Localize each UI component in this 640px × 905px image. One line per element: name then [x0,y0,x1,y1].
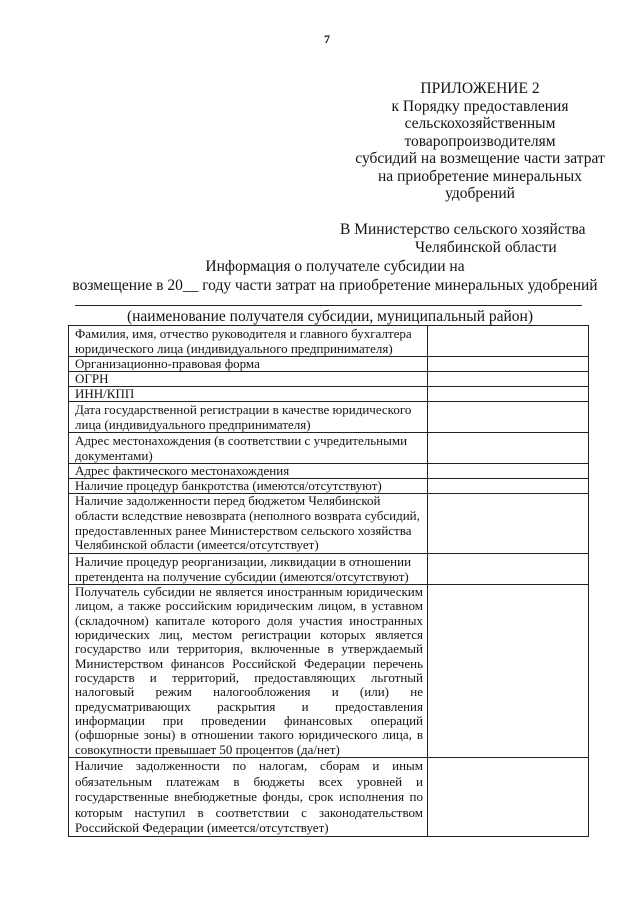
field-label-cell [69,585,428,758]
field-label-line: которым наступил в соответствии с законодательством [75,804,423,820]
field-value-cell [428,494,589,554]
table-row [69,758,589,837]
field-label-line: государственные внебюджетные фонды, срок исполнения по [75,789,423,805]
field-label-line: документами) [75,448,153,463]
field-label-line: Получатель субсидии не является иностранным юридическим [75,584,423,599]
table-row [69,357,589,372]
recipient-info-table-body [69,326,589,837]
table-row [69,585,589,758]
field-label-line: Министерством финансов Российской Федерации перечень [75,655,423,671]
field-label-cell [69,372,428,387]
field-label-line: Дата государственной регистрации в качестве юридического [75,402,412,417]
field-label-line: области вследствие невозврата (неполного возврата субсидий, [75,507,420,523]
field-label-cell [69,494,428,554]
field-label-line: Наличие задолженности по налогам, сборам и иным [75,758,423,773]
table-row [69,387,589,402]
appendix-line: на приобретение минеральных [378,167,582,185]
field-value-cell [428,479,589,494]
appendix-line: удобрений [445,185,515,202]
field-label-line: юридических лиц, местом регистрации которых является [75,626,423,642]
recipient-name-underline [75,305,582,306]
field-label-cell [69,433,428,464]
field-value-cell [428,387,589,402]
field-label-line: ОГРН [75,371,109,386]
field-label-cell [69,554,428,585]
field-label-line: ИНН/КПП [75,386,135,401]
table-row [69,372,589,387]
field-value-cell [428,433,589,464]
recipient-caption: (наименование получателя субсидии, муниципальный район) [126,308,534,325]
field-label-line: Адрес местонахождения (в соответствии с учредительными [75,433,408,448]
table-row [69,433,589,464]
field-label-line: государство или территория, включенные в утверждаемый [75,641,423,657]
table-row [69,554,589,585]
page-number: 7 [324,32,330,46]
recipient-info-table [68,325,589,837]
addressee-line: В Министерство сельского хозяйства [340,221,586,238]
appendix-line: товаропроизводителям [404,132,556,150]
field-label-line: Российской Федерации (имеется/отсутствует) [75,820,329,836]
field-value-cell [428,402,589,433]
field-label-line: обязательным платежам в бюджеты всех уровней и [75,773,423,789]
appendix-header [354,80,606,203]
field-label-line: информации при проведении финансовых операций [75,712,423,728]
field-value-cell [428,554,589,585]
table-row [69,464,589,479]
field-label-line: претендента на получение субсидии (имеются/отсутствуют) [75,569,409,584]
appendix-title: ПРИЛОЖЕНИЕ 2 [420,80,540,97]
field-value-cell [428,585,589,758]
field-label-cell [69,357,428,372]
field-label-line: предусматривающих раскрытия и предоставления [75,698,423,714]
field-label-cell [69,387,428,402]
table-row [69,326,589,357]
heading-line: Информация о получателе субсидии на [205,258,465,275]
field-label-cell [69,402,428,433]
appendix-line: сельскохозяйственным [404,115,556,132]
field-label-line: Наличие процедур реорганизации, ликвидации в отношении [75,554,412,569]
field-label-line: Наличие процедур банкротства (имеются/отсутствуют) [75,478,382,493]
field-label-line: лицом, а также российским юридическим лицом, в уставном [75,598,423,614]
table-row [69,494,589,554]
table-row [69,479,589,494]
field-label-line: совокупности превышает 50 процентов (да/нет) [75,741,340,757]
addressee-line: Челябинской области [415,239,557,256]
field-label-line: Наличие задолженности перед бюджетом Челябинской [75,493,381,508]
field-label-line: предоставленных ранее Министерством сельского хозяйства [75,522,412,538]
field-value-cell [428,372,589,387]
field-label-line: (складочном) капитале которого доля участия иностранных [75,612,423,628]
field-label-cell [69,326,428,357]
field-value-cell [428,758,589,837]
field-label-cell [69,479,428,494]
field-label-cell [69,464,428,479]
field-value-cell [428,357,589,372]
table-row [69,402,589,433]
field-label-line: юридического лица (индивидуального предпринимателя) [75,341,393,356]
field-label-line: Фамилия, имя, отчество руководителя и главного бухгалтера [75,326,412,341]
heading-line: возмещение в 20__ году части затрат на приобретение минеральных удобрений [72,277,598,294]
appendix-line: субсидий на возмещение части затрат [355,150,605,167]
field-label-line: лица (индивидуального предпринимателя) [75,417,311,432]
document-heading [40,257,630,295]
field-label-line: Челябинской области (имеется/отсутствует) [75,537,319,553]
field-label-line: государств и территорий, предоставляющих льготный [75,669,423,685]
appendix-line: к Порядку предоставления [391,97,569,115]
field-label-line: (офшорные зоны) в отношении такого юридического лица, в [75,727,423,743]
field-label-line: Организационно-правовая форма [75,356,260,371]
field-label-line: Адрес фактического местонахождения [75,463,290,478]
field-value-cell [428,464,589,479]
field-label-line: налоговый режим налогообложения и (или) не [75,684,423,700]
field-value-cell [428,326,589,357]
field-label-cell [69,758,428,837]
